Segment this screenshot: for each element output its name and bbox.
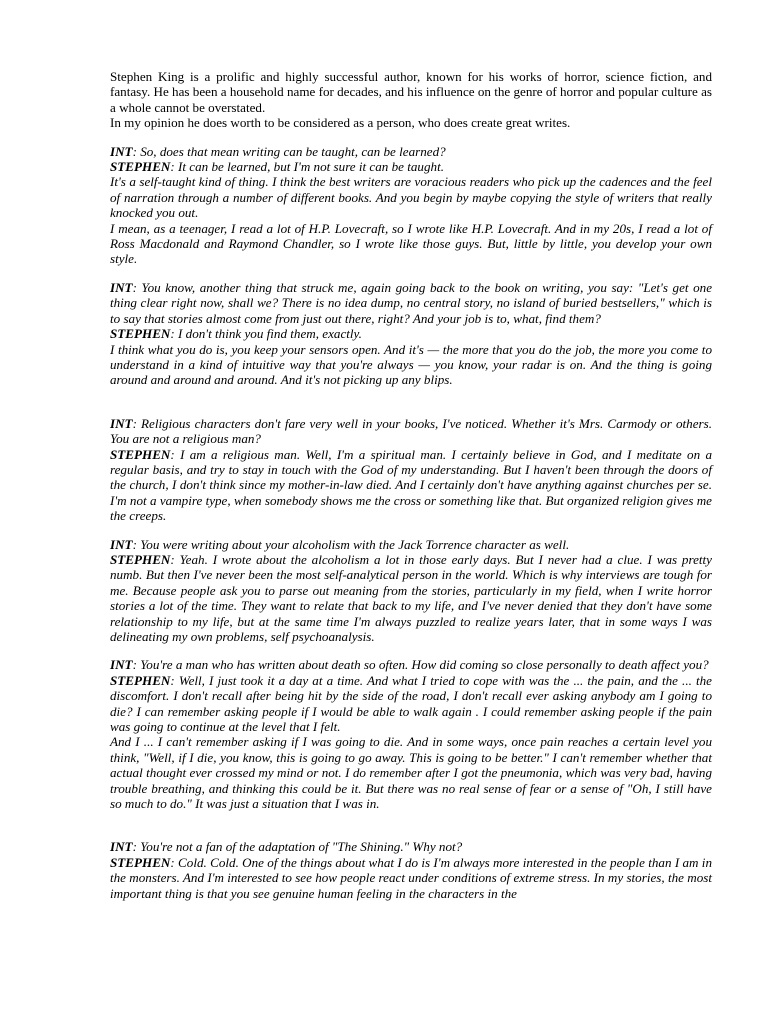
intro-section — [110, 69, 712, 131]
answer-continued: I mean, as a teenager, I read a lot of H.P. Lovecraft, so I wrote like H.P. Lovecraft. And in my 20s, I read a lot of Ross Macdonald and Raymond Chandler, so I wrote like those guys. But, little by little, you develop your own style. — [110, 220, 712, 267]
interview-block-3 — [110, 416, 712, 524]
answer: STEPHEN: It can be learned, but I'm not sure it can be taught. — [110, 159, 444, 175]
document-page — [110, 69, 712, 901]
speaker-label: STEPHEN — [110, 551, 171, 567]
question: INT: Religious characters don't fare very well in your books, I've noticed. Whether it's Mrs. Carmody or others. You are not a religious man? — [110, 415, 712, 447]
question: INT: You're not a fan of the adaptation of "The Shining." Why not? — [110, 839, 463, 855]
question: INT: You were writing about your alcoholism with the Jack Torrence character as well. — [110, 536, 570, 552]
answer: STEPHEN: I am a religious man. Well, I'm a spiritual man. I certainly believe in God, and I meditate on a regular basis, and try to stay in touch with the God of my understanding. But I haven't been through the doors of the church, I don't think since my mother-in-law died. And I certainly don't have anything against churches per se. I'm not a vampire type, when somebody shows me the cross or something like that. But organized religion gives me the creeps. — [110, 446, 712, 524]
interview-block-1 — [110, 144, 712, 267]
intro-paragraph: Stephen King is a prolific and highly successful author, known for his works of horror, science fiction, and fantasy. He has been a household name for decades, and his influence on the genre of horror and popular culture as a whole cannot be overstated. — [110, 69, 712, 115]
speaker-label: INT — [110, 143, 133, 159]
speaker-label: INT — [110, 415, 133, 431]
answer: STEPHEN: I don't think you find them, exactly. — [110, 326, 362, 342]
answer: STEPHEN: Yeah. I wrote about the alcoholism a lot in those early days. But I never had a clue. I was pretty numb. But then I've never been the most self-analytical person in the world. Which is why interviews are tough for me. Because people ask you to parse out meaning from the stories, particularly in my field, when I write horror stories a lot of the time. They want to relate that back to my life, and I've never denied that they don't have some relationship to my life, but at the same time I'm always puzzled to realize years later, that in some ways I was delineating my own problems, self psychoanalysis. — [110, 551, 712, 644]
answer: STEPHEN: Cold. Cold. One of the things about what I do is I'm always more interested in the people than I am in the monsters. And I'm interested to see how people react under conditions of extreme stress. In my stories, the most important thing is that you see genuine human feeling in the characters in the — [110, 854, 712, 901]
answer: STEPHEN: Well, I just took it a day at a time. And what I tried to cope with was the ... the pain, and the ... the discomfort. I don't recall after being hit by the side of the road, I don't recall ever asking anybody am I going to die? I can remember asking people if I would be able to walk again . I could remember asking people if the pain was going to continue at the level that I felt. — [110, 672, 712, 735]
speaker-label: INT — [110, 536, 133, 552]
answer-continued: I think what you do is, you keep your sensors open. And it's — the more that you do the job, the more you come to understand in a kind of intuitive way that you're always — you know, your radar is on. And the thing is going around and around and around. And it's not picking up any blips. — [110, 341, 712, 388]
speaker-label: INT — [110, 839, 133, 855]
speaker-label: INT — [110, 279, 133, 295]
question: INT: So, does that mean writing can be taught, can be learned? — [110, 143, 446, 159]
interview-block-6 — [110, 839, 712, 901]
interview-block-5 — [110, 657, 712, 811]
question: INT: You're a man who has written about death so often. How did coming so close personally to death affect you? — [110, 657, 709, 673]
answer-continued: And I ... I can't remember asking if I was going to die. And in some ways, once pain reaches a certain level you think, "Well, if I die, you know, this is going to go away. This is going to be better." I can't remember whether that actual thought ever crossed my mind or not. I do remember after I got the pneumonia, which was very bad, having trouble breathing, and thinking this could be it. But there was no real sense of fear or a sense of "Oh, I still have so much to do." It was just a situation that I was in. — [110, 734, 712, 812]
interview-block-2 — [110, 280, 712, 388]
speaker-label: STEPHEN — [110, 446, 171, 462]
speaker-label: STEPHEN — [110, 326, 171, 342]
interview-block-4 — [110, 537, 712, 645]
speaker-label: INT — [110, 657, 133, 673]
intro-opinion: In my opinion he does worth to be considered as a person, who does create great writes. — [110, 115, 571, 131]
speaker-label: STEPHEN — [110, 159, 171, 175]
speaker-label: STEPHEN — [110, 854, 171, 870]
question: INT: You know, another thing that struck me, again going back to the book on writing, you say: "Let's get one thing clear right now, shall we? There is no idea dump, no central story, no island of buried bestsellers," which is to say that stories almost come from just out there, right? And your job is to, what, find them? — [110, 279, 712, 326]
answer-continued: It's a self-taught kind of thing. I think the best writers are voracious readers who pick up the cadences and the feel of narration through a number of different books. And you begin by maybe copying the style of writers that really knocked you out. — [110, 174, 712, 221]
speaker-label: STEPHEN — [110, 672, 171, 688]
